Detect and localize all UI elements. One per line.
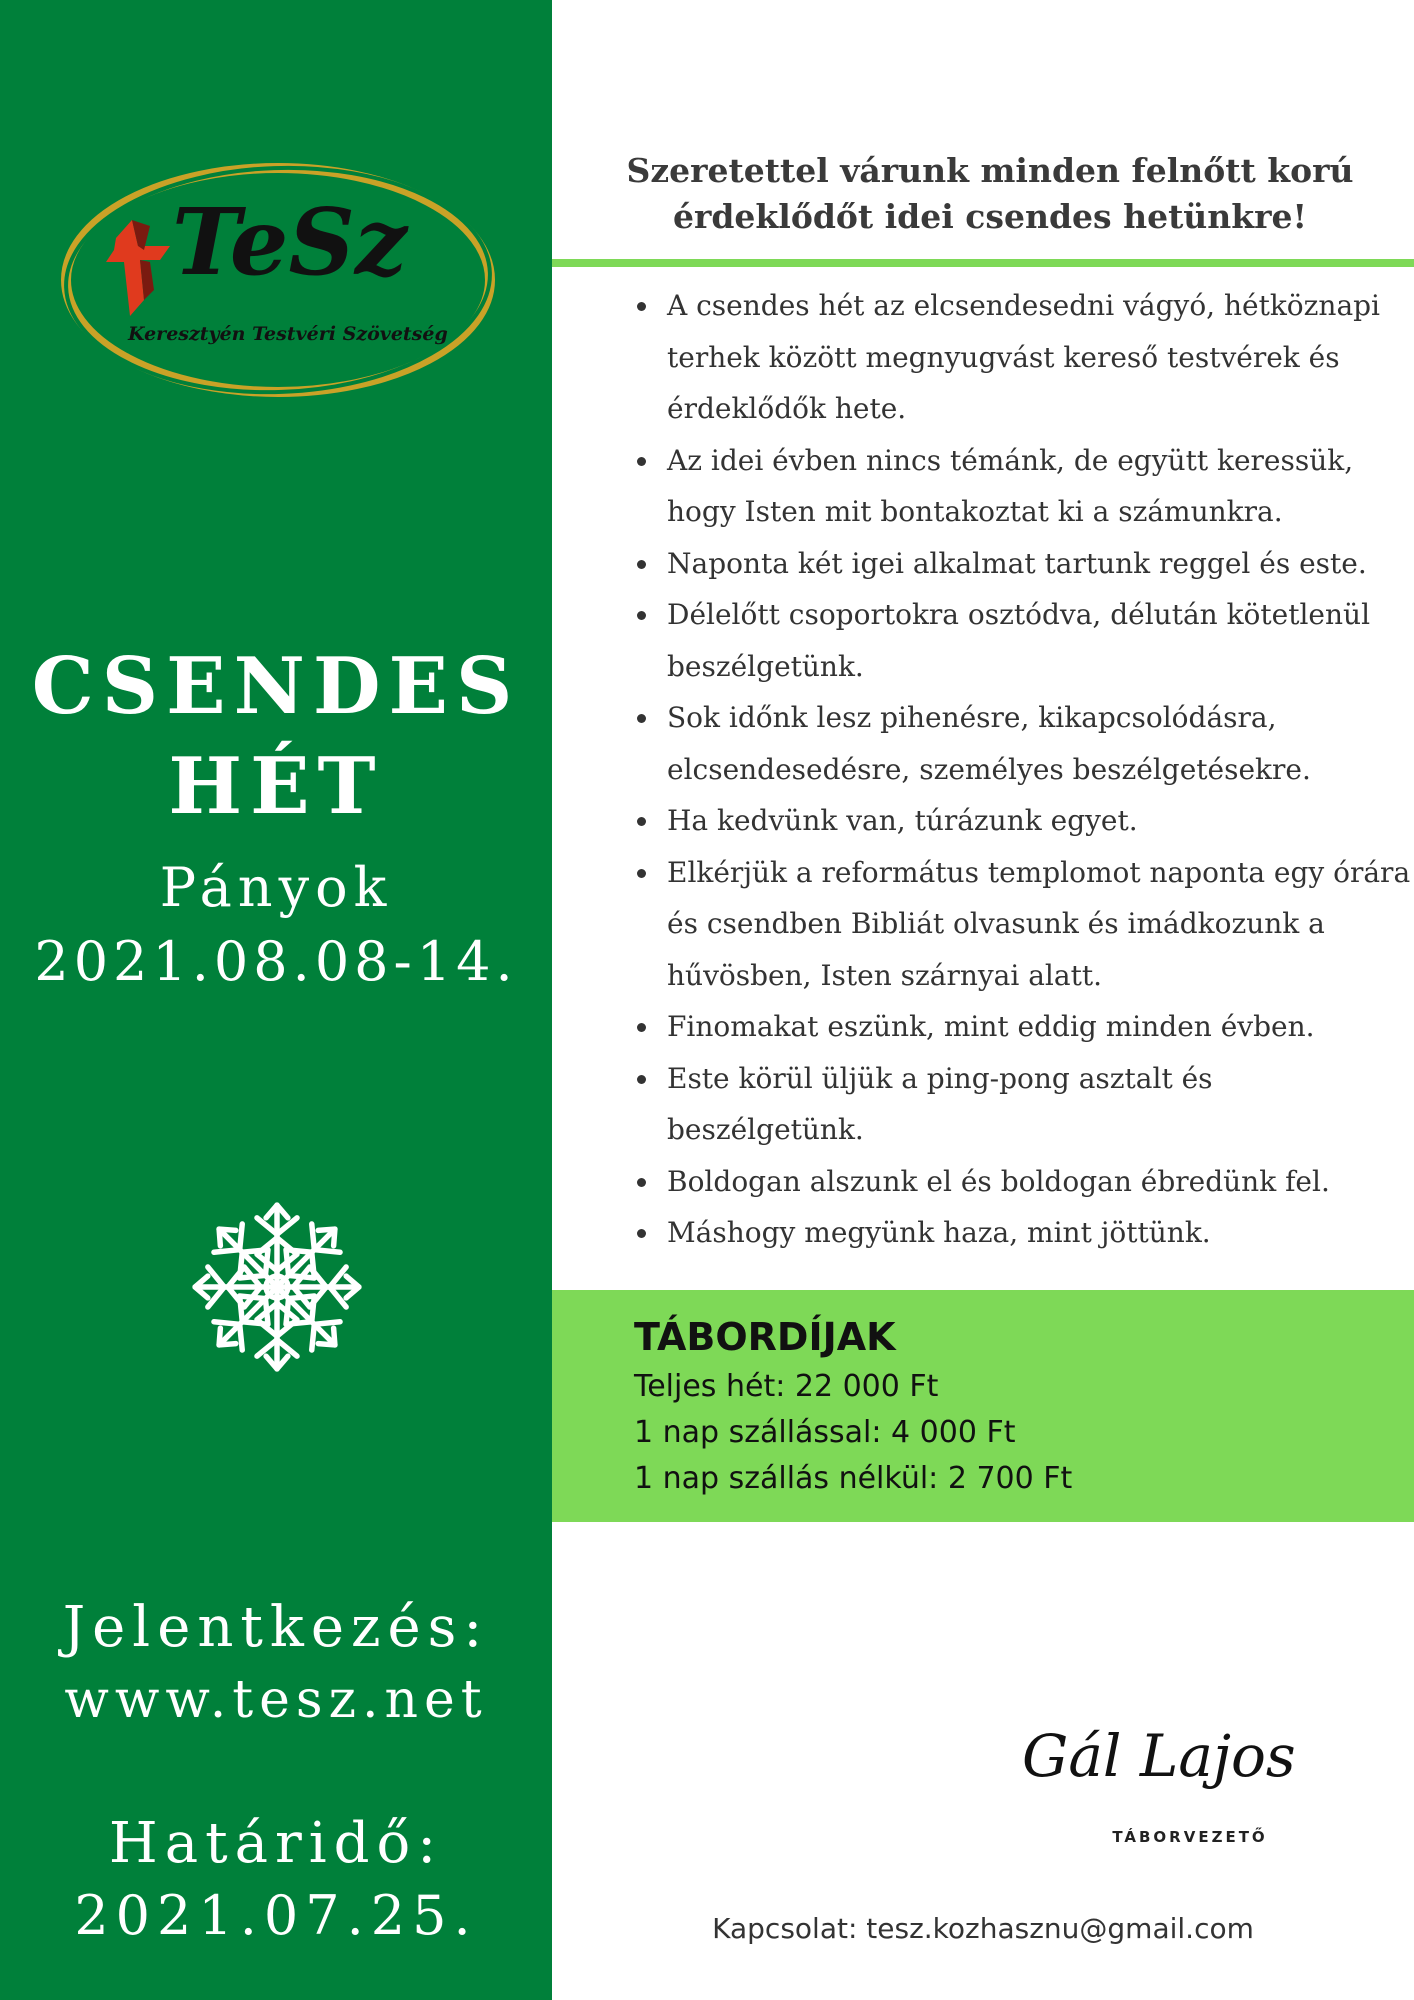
list-item: • Ha kedvünk van, túrázunk egyet. <box>661 795 1411 847</box>
deadline-label: Határidő: <box>108 1811 444 1876</box>
event-dates: 2021.08.08-14. <box>34 930 518 993</box>
headline: Szeretettel várunk minden felnőtt korú érdeklődőt idei csendes hetünkre! <box>626 151 1354 236</box>
signature-name: Gál Lajos <box>1022 1722 1296 1790</box>
fees-box <box>552 1290 1414 1522</box>
cross-icon <box>106 220 170 316</box>
contact-info[interactable]: Kapcsolat: tesz.kozhasznu@gmail.com <box>712 1912 1254 1945</box>
list-item: • Délelőtt csoportokra osztódva, délután kötetlenül beszélgetünk. <box>661 589 1411 692</box>
logo-subtitle: Keresztyén Testvéri Szövetség <box>128 323 448 345</box>
logo-brand: TeSz <box>172 188 408 296</box>
signup-url[interactable]: www.tesz.net <box>64 1670 488 1730</box>
event-title-line1: CSENDES <box>31 641 521 732</box>
event-title-line2: HÉT <box>168 741 384 832</box>
list-item: • Az idei évben nincs témánk, de együtt keressük, hogy Isten mit bontakoztat ki a számunkra. <box>661 435 1411 538</box>
fee-item: 1 nap szállás nélkül: 2 700 Ft <box>634 1461 1073 1496</box>
list-item: • Boldogan alszunk el és boldogan ébredünk fel. <box>661 1156 1411 1208</box>
deadline-date: 2021.07.25. <box>74 1884 478 1947</box>
list-item: • Elkérjük a református templomot naponta egy órára és csendben Bibliát olvasunk és imádkozunk a hűvösben, Isten szárnyai alatt. <box>661 847 1411 1002</box>
list-item: • A csendes hét az elcsendesedni vágyó, hétköznapi terhek között megnyugvást kereső testvérek és érdeklődők hete. <box>661 280 1411 435</box>
list-item: • Naponta két igei alkalmat tartunk reggel és este. <box>661 538 1411 590</box>
fee-item: Teljes hét: 22 000 Ft <box>634 1369 939 1404</box>
signature-role: TÁBORVEZETŐ <box>1112 1828 1268 1846</box>
tesz-logo <box>54 150 502 410</box>
signup-label: Jelentkezés: <box>62 1595 490 1660</box>
event-place: Pányok <box>159 856 393 919</box>
list-item: • Sok időnk lesz pihenésre, kikapcsolódásra, elcsendesedésre, személyes beszélgetésekre. <box>661 692 1411 795</box>
divider <box>552 259 1414 267</box>
signature <box>1016 1706 1336 1812</box>
snowflake-icon <box>186 1196 368 1378</box>
list-item: • Máshogy megyünk haza, mint jöttünk. <box>661 1207 1411 1259</box>
list-item: • Este körül üljük a ping-pong asztalt és beszélgetünk. <box>661 1053 1411 1156</box>
fees-title: TÁBORDÍJAK <box>634 1315 896 1359</box>
left-panel <box>0 0 552 2000</box>
list-item: • Finomakat eszünk, mint eddig minden évben. <box>661 1001 1411 1053</box>
fee-item: 1 nap szállással: 4 000 Ft <box>634 1415 1016 1450</box>
bullet-list <box>628 280 1411 1259</box>
